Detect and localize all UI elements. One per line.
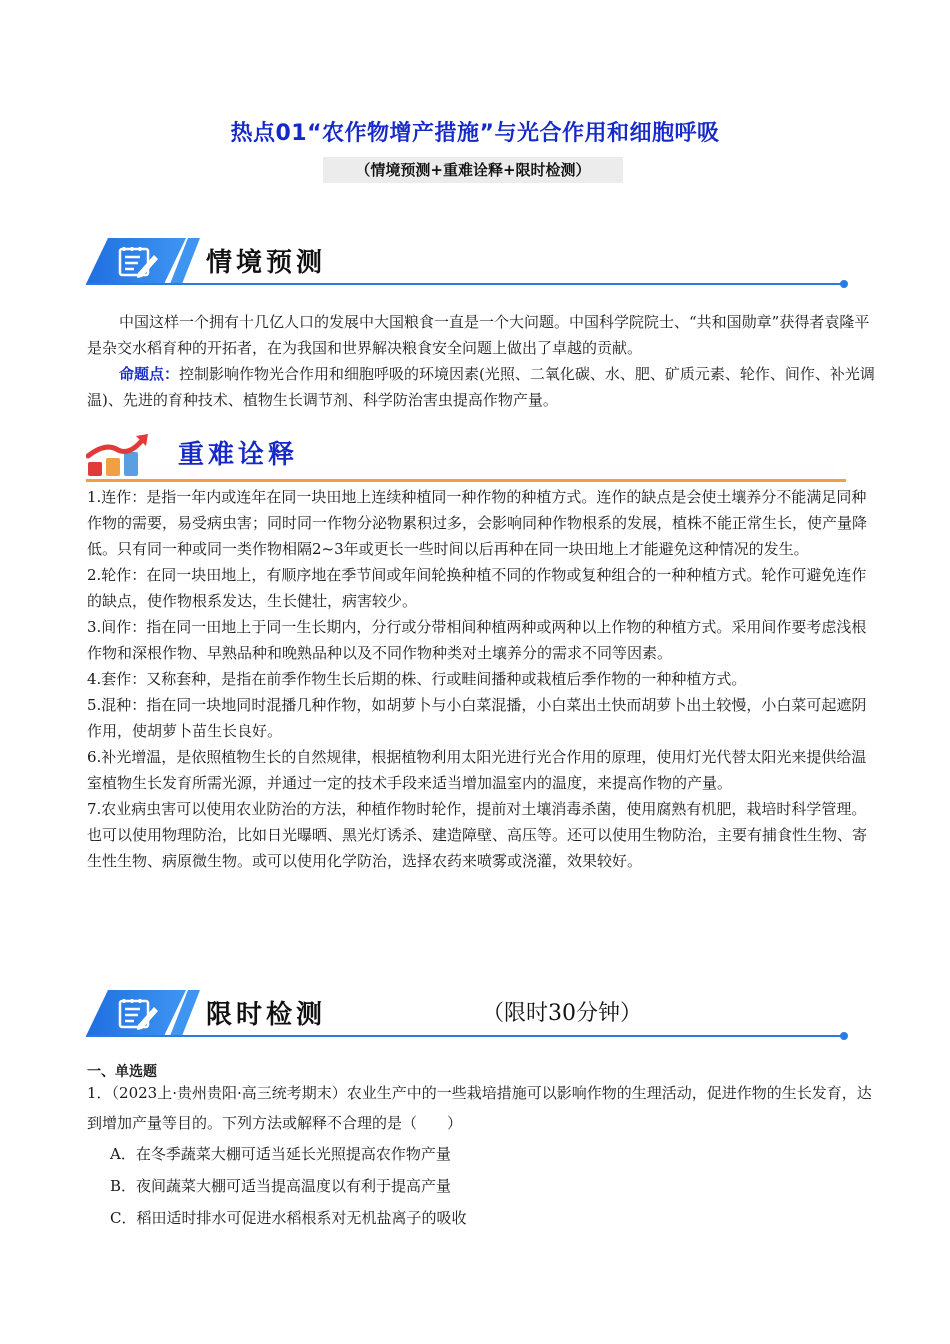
- banner-line: [86, 479, 846, 482]
- list-item: 2.轮作：在同一块田地上，有顺序地在季节间或年间轮换种植不同的作物或复种组合的一种种植方式。轮作可避免连作的缺点，使作物根系发达，生长健壮，病害较少。: [87, 566, 867, 610]
- section-heading-explain: 重难诠释: [178, 440, 299, 470]
- scenario-paragraph: 中国这样一个拥有十几亿人口的发展中大国粮食一直是一个大问题。中国科学院院士、“共和国勋章”获得者袁隆平是杂交水稻育种的开拓者，在为我国和世界解决粮食安全问题上做出了卓越的贡献。: [87, 313, 870, 357]
- section-heading-test: 限时检测: [206, 1000, 327, 1030]
- time-limit-note: （限时30分钟）: [482, 1001, 642, 1026]
- section-banner-test: [86, 988, 848, 1038]
- question-section-label: 一、单选题: [87, 1064, 157, 1080]
- option-c[interactable]: C．稻田适时排水可促进水稻根系对无机盐离子的吸收: [110, 1209, 467, 1227]
- banner-line: [86, 283, 846, 285]
- list-item: 7.农业病虫害可以使用农业防治的方法，种植作物时轮作，提前对土壤消毒杀菌，使用腐熟有机肥，栽培时科学管理。也可以使用物理防治，比如日光曝晒、黑光灯诱杀、建造障壁、高压等。还可以使用生物防治，主要有捕食性生物、寄生性生物、病原微生物。或可以使用化学防治，选择农药来喷雾或浇灌，效果较好。: [87, 800, 868, 870]
- banner-dot: [840, 280, 848, 288]
- list-item: 6.补光增温，是依照植物生长的自然规律，根据植物利用太阳光进行光合作用的原理，使用灯光代替太阳光来提供给温室植物生长发育所需光源，并通过一定的技术手段来适当增加温室内的温度，来提高作物的产量。: [87, 748, 867, 792]
- section-banner-explain: [86, 430, 848, 482]
- option-b[interactable]: B．夜间蔬菜大棚可适当提高温度以有利于提高产量: [110, 1177, 452, 1195]
- option-a[interactable]: A．在冬季蔬菜大棚可适当延长光照提高农作物产量: [110, 1145, 451, 1163]
- list-item: 1.连作：是指一年内或连年在同一块田地上连续种植同一种作物的种植方式。连作的缺点是会使土壤养分不能满足同种作物的需要，易受病虫害；同时同一作物分泌物累积过多，会影响同种作物根系的发展，植株不能正常生长，使产量降低。只有同一种或同一类作物相隔2~3年或更长一些时间以后再种在同一块田地上才能避免这种情况的发生。: [87, 488, 868, 558]
- proposition-point: [87, 361, 877, 413]
- rising-chart-icon: [86, 432, 156, 478]
- explanation-list: [87, 484, 877, 874]
- list-item: 4.套作：又称套种，是指在前季作物生长后期的株、行或畦间播种或栽植后季作物的一种种植方式。: [87, 670, 747, 688]
- banner-dot: [840, 1032, 848, 1040]
- document-subtitle: （情境预测+重难诠释+限时检测）: [323, 157, 623, 183]
- notepad-pencil-icon: [116, 245, 160, 279]
- question-stem: 1．（2023上·贵州贵阳·高三统考期末）农业生产中的一些栽培措施可以影响作物的生理活动，促进作物的生长发育，达到增加产量等目的。下列方法或解释不合理的是（ ）: [87, 1084, 872, 1132]
- list-item: 5.混种：指在同一块地同时混播几种作物，如胡萝卜与小白菜混播，小白菜出土快而胡萝卜出土较慢，小白菜可起遮阴作用，使胡萝卜苗生长良好。: [87, 696, 867, 740]
- proposition-label: 命题点：: [119, 365, 180, 383]
- banner-line: [86, 1035, 846, 1037]
- list-item: 3.间作：指在同一田地上于同一生长期内，分行或分带相间种植两种或两种以上作物的种植方式。采用间作要考虑浅根作物和深根作物、早熟品种和晚熟品种以及不同作物种类对土壤养分的需求不同等因素。: [87, 618, 867, 662]
- proposition-text: 控制影响作物光合作用和细胞呼吸的环境因素(光照、二氧化碳、水、肥、矿质元素、轮作、间作、补光调温)、先进的育种技术、植物生长调节剂、科学防治害虫提高作物产量。: [87, 365, 875, 409]
- notepad-pencil-icon: [116, 997, 160, 1031]
- document-title: 热点01“农作物增产措施”与光合作用和细胞呼吸: [230, 121, 720, 146]
- section-heading-scenario: 情境预测: [206, 248, 327, 278]
- section-banner-scenario: [86, 236, 848, 286]
